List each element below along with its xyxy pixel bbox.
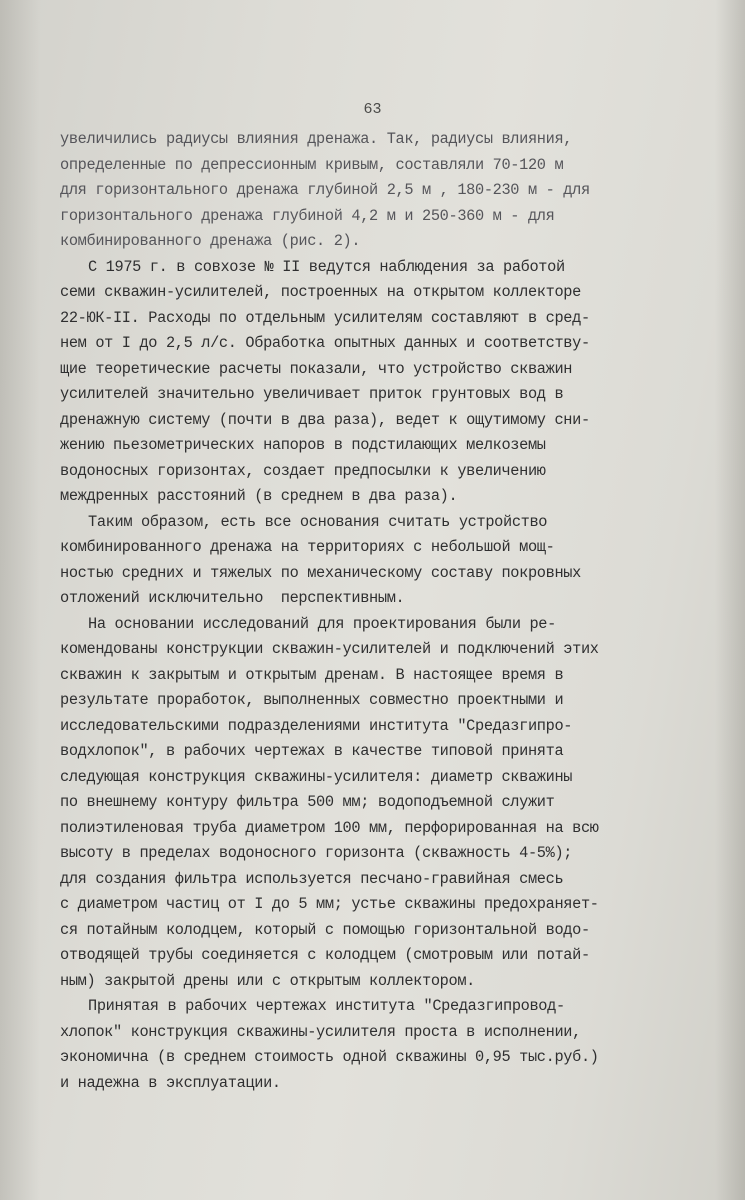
text-line: отводящей трубы соединяется с колодцем (смотровым или потай- xyxy=(60,946,590,964)
text-line: следующая конструкция скважины-усилителя: диаметр скважины xyxy=(60,767,573,786)
text-line: хлопок" конструкция скважины-усилителя проста в исполнении, xyxy=(60,1022,581,1041)
text-line: горизонтального дренажа глубиной 4,2 м и 250-360 м - для xyxy=(60,206,555,225)
page-number: 63 xyxy=(363,101,382,118)
page-shadow-right xyxy=(715,0,745,1200)
body-text xyxy=(60,127,700,1096)
text-line: комбинированного дренажа (рис. 2). xyxy=(60,232,361,250)
text-line: увеличились радиусы влияния дренажа. Так, радиусы влияния, xyxy=(60,130,573,148)
text-line: комбинированного дренажа на территориях с небольшой мощ- xyxy=(60,538,555,556)
text-line: для создания фильтра используется песчано-гравийная смесь xyxy=(60,869,564,888)
text-line: междренных расстояний (в среднем в два раза). xyxy=(60,487,458,505)
text-line: ся потайным колодцем, который с помощью горизонтальной водо- xyxy=(60,920,590,939)
text-line: Принятая в рабочих чертежах института "Средазгипровод- xyxy=(88,997,565,1015)
text-line: семи скважин-усилителей, построенных на открытом коллекторе xyxy=(60,283,581,301)
text-line: 22-ЮК-II. Расходы по отдельным усилителям составляют в сред- xyxy=(60,308,590,327)
text-line: результате проработок, выполненных совместно проектными и xyxy=(60,691,564,709)
text-line: ностью средних и тяжелых по механическому составу покровных xyxy=(60,563,581,582)
text-line: по внешнему контуру фильтра 500 мм; водоподъемной служит xyxy=(60,793,555,811)
text-line: для горизонтального дренажа глубиной 2,5 м , 180-230 м - для xyxy=(60,181,590,199)
text-line: высоту в пределах водоносного горизонта (скважность 4-5%); xyxy=(60,844,573,862)
text-line: ным) закрытой дрены или с открытым коллектором. xyxy=(60,971,475,990)
text-line: жению пьезометрических напоров в подстилающих мелкоземы xyxy=(60,436,546,454)
text-line: исследовательскими подразделениями института "Средазгипро- xyxy=(60,716,573,735)
text-line: водхлопок", в рабочих чертежах в качестве типовой принята xyxy=(60,742,564,760)
text-line: определенные по депрессионным кривым, составляли 70-120 м xyxy=(60,155,564,174)
text-line: комендованы конструкции скважин-усилителей и подключений этих xyxy=(60,640,599,658)
text-line: экономична (в среднем стоимость одной скважины 0,95 тыс.руб.) xyxy=(60,1048,599,1066)
text-line: дренажную систему (почти в два раза), ведет к ощутимому сни- xyxy=(60,410,590,429)
text-line: нем от I до 2,5 л/с. Обработка опытных данных и соответству- xyxy=(60,334,590,352)
text-line: Таким образом, есть все основания считать устройство xyxy=(88,512,548,531)
text-line: и надежна в эксплуатации. xyxy=(60,1073,281,1092)
text-line: щие теоретические расчеты показали, что устройство скважин xyxy=(60,359,573,378)
page-shadow-left xyxy=(0,0,40,1200)
text-line: С 1975 г. в совхозе № II ведутся наблюдения за работой xyxy=(88,257,565,276)
text-line: водоносных горизонтах, создает предпосылки к увеличению xyxy=(60,461,546,480)
text-line: полиэтиленовая труба диаметром 100 мм, перфорированная на всю xyxy=(60,818,599,837)
text-line: с диаметром частиц от I до 5 мм; устье скважины предохраняет- xyxy=(60,895,599,913)
text-line: скважин к закрытым и открытым дренам. В настоящее время в xyxy=(60,665,564,684)
text-line: На основании исследований для проектирования были ре- xyxy=(88,614,556,633)
text-line: усилителей значительно увеличивает приток грунтовых вод в xyxy=(60,385,564,403)
text-line: отложений исключительно перспективным. xyxy=(60,589,405,607)
